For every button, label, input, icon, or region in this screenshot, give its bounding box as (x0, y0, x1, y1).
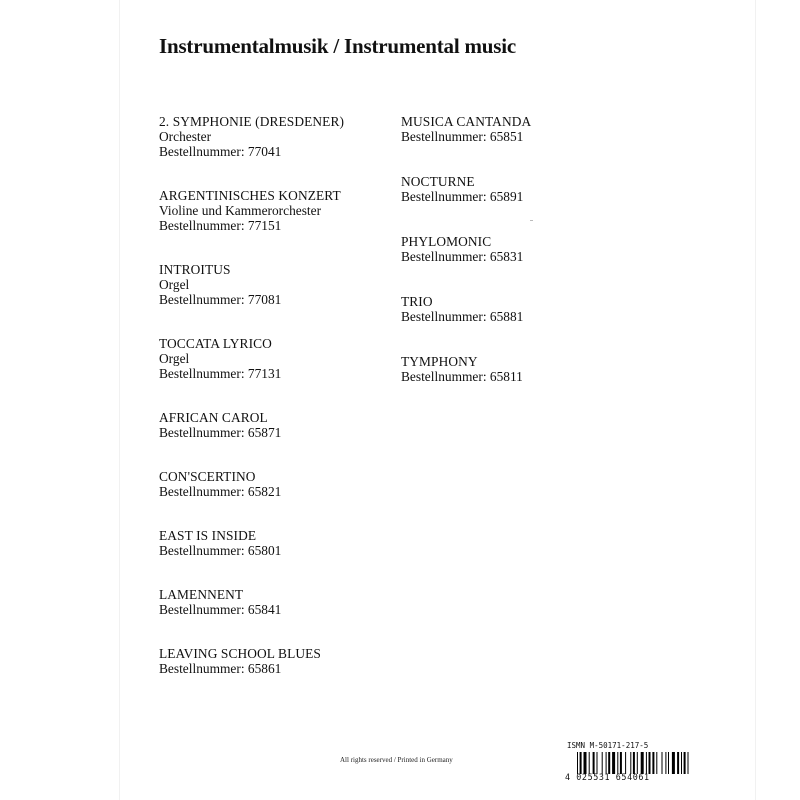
order-number: Bestellnummer: 65821 (159, 484, 282, 499)
work-instrumentation: Orgel (159, 351, 190, 366)
catalog-entry (159, 469, 399, 499)
ean-number: 4 025531 654061 (565, 772, 650, 782)
order-number: Bestellnummer: 65881 (401, 309, 524, 324)
barcode-bar (584, 752, 587, 774)
work-title: TRIO (401, 294, 433, 309)
catalog-entry (159, 188, 399, 233)
barcode-bar (681, 752, 682, 774)
work-title: INTROITUS (159, 262, 231, 277)
barcode-bar (589, 752, 590, 774)
work-title: MUSICA CANTANDA (401, 114, 532, 129)
barcode-bar (606, 752, 607, 774)
barcode-bar (593, 752, 595, 774)
barcode-bar (625, 752, 626, 774)
barcode-bars (577, 752, 741, 774)
barcode-bar (633, 752, 635, 774)
catalog-entry (401, 354, 641, 384)
order-number: Bestellnummer: 77131 (159, 366, 282, 381)
barcode-bar (662, 752, 663, 774)
barcode-bar (630, 752, 631, 774)
barcode-bar (620, 752, 622, 774)
order-number: Bestellnummer: 65811 (401, 369, 523, 384)
order-number: Bestellnummer: 65861 (159, 661, 282, 676)
barcode-bar (577, 752, 578, 774)
order-number: Bestellnummer: 65831 (401, 249, 524, 264)
work-title: NOCTURNE (401, 174, 475, 189)
barcode-bar (602, 752, 603, 774)
work-title: ARGENTINISCHES KONZERT (159, 188, 341, 203)
barcode-bar (684, 752, 686, 774)
catalog-entry (401, 114, 641, 144)
page-title: Instrumentalmusik / Instrumental music (159, 34, 517, 58)
work-instrumentation: Orchester (159, 129, 212, 144)
barcode-bar (649, 752, 651, 774)
ismn-number: ISMN M-50171-217-5 (567, 741, 649, 750)
rights-notice: All rights reserved / Printed in Germany (340, 756, 453, 764)
work-title: LEAVING SCHOOL BLUES (159, 646, 321, 661)
catalog-entry (159, 528, 399, 558)
barcode-bar (646, 752, 647, 774)
barcode-bar (665, 752, 666, 774)
order-number: Bestellnummer: 77151 (159, 218, 282, 233)
barcode-bar (597, 752, 598, 774)
work-title: LAMENNENT (159, 587, 244, 602)
order-number: Bestellnummer: 65871 (159, 425, 282, 440)
work-title: TYMPHONY (401, 354, 478, 369)
barcode-bar (688, 752, 689, 774)
catalog-entry (159, 262, 399, 307)
barcode-bar (612, 752, 615, 774)
catalog-entry (159, 336, 399, 381)
catalog-entry (159, 587, 399, 617)
catalog-entry (159, 114, 399, 159)
catalog-entry (401, 294, 641, 324)
work-title: CON'SCERTINO (159, 469, 256, 484)
work-title: PHYLOMONIC (401, 234, 492, 249)
barcode-bar (672, 752, 675, 774)
barcode-bar (652, 752, 654, 774)
work-title: EAST IS INSIDE (159, 528, 257, 543)
barcode-bar (668, 752, 669, 774)
left-column-list (159, 114, 399, 705)
order-number: Bestellnummer: 77081 (159, 292, 282, 307)
barcode-bar (641, 752, 644, 774)
barcode-bar (637, 752, 638, 774)
work-title: TOCCATA LYRICO (159, 336, 272, 351)
barcode-bar (677, 752, 679, 774)
order-number: Bestellnummer: 65891 (401, 189, 524, 204)
work-title: 2. SYMPHONIE (DRESDENER) (159, 114, 345, 129)
catalog-entry (159, 410, 399, 440)
order-number: Bestellnummer: 65851 (401, 129, 524, 144)
catalog-entry (401, 174, 641, 204)
right-column-list (401, 114, 641, 414)
order-number: Bestellnummer: 65841 (159, 602, 282, 617)
work-instrumentation: Orgel (159, 277, 190, 292)
barcode-bar (656, 752, 657, 774)
work-instrumentation: Violine und Kammerorchester (159, 203, 322, 218)
order-number: Bestellnummer: 65801 (159, 543, 282, 558)
barcode-bar (580, 752, 582, 774)
barcode-bar (608, 752, 610, 774)
order-number: Bestellnummer: 77041 (159, 144, 282, 159)
work-title: AFRICAN CAROL (159, 410, 268, 425)
catalog-entry (401, 234, 641, 264)
catalog-entry (159, 646, 399, 676)
barcode-bar (617, 752, 618, 774)
barcode (565, 742, 740, 786)
